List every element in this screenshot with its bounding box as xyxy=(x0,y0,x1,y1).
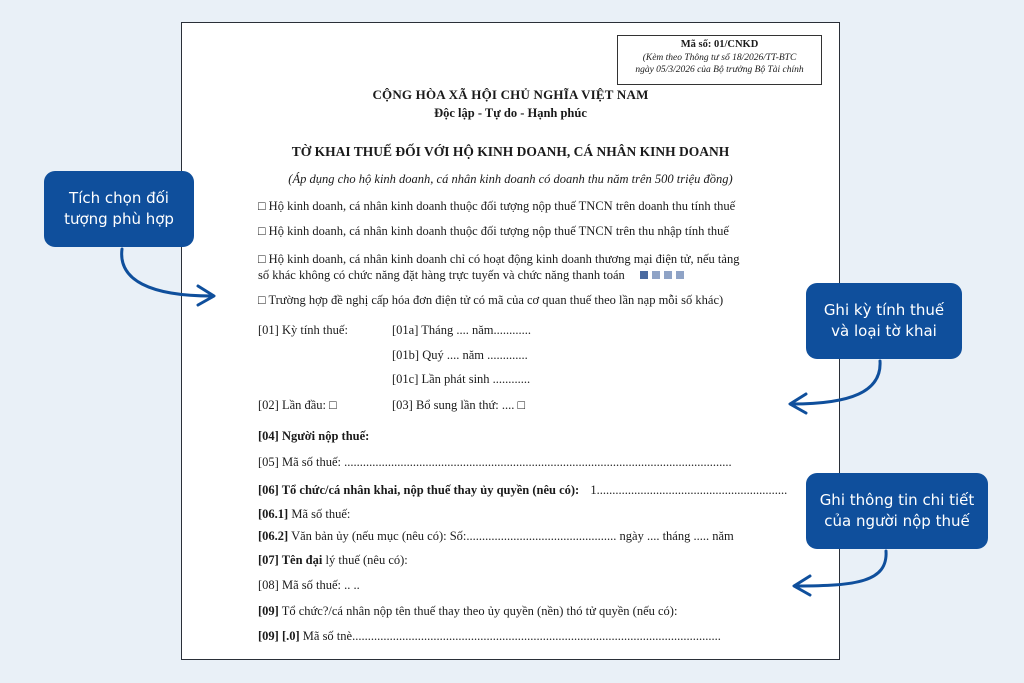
field-06-2-label: [06.2] xyxy=(258,529,289,543)
field-09-0-text[interactable]: Mã số tnè...................................................................................................................... xyxy=(299,629,721,643)
option-e-invoice[interactable]: □ Trường hợp đề nghị cấp hóa đơn điện tử có mã của cơ quan thuế theo lần nạp mỗi số khác) xyxy=(258,293,724,307)
field-09-text[interactable]: Tổ chức?/cá nhân nộp tên thuế thay theo ủy quyền (nền) thó tử quyền (nếu có): xyxy=(278,604,678,618)
option-ecommerce-text: số khác không có chức năng đặt hàng trực tuyến và chức năng thanh toán xyxy=(258,268,625,282)
field-07-text[interactable]: lý thuế (nêu có): xyxy=(322,553,408,567)
field-07-label: [07] Tên đại xyxy=(258,553,323,567)
arrow-right-top xyxy=(792,361,880,404)
field-03-supplement[interactable]: [03] Bổ sung lần thứ: .... □ xyxy=(392,398,526,412)
arrow-right-bottom xyxy=(796,551,886,586)
field-01b[interactable]: [01b] Quý .... năm ............. xyxy=(392,348,528,362)
arrow-left xyxy=(122,249,212,296)
form-reference-line-2: ngày 05/3/2026 của Bộ trưởng Bộ Tài chính xyxy=(635,65,804,75)
field-06-1-text[interactable]: Mã số thuế: xyxy=(288,507,351,521)
field-08-tax-id[interactable]: [08] Mã số thuế: .. .. xyxy=(258,578,360,592)
field-06-input[interactable]: 1............................................................. xyxy=(590,483,788,497)
field-09-0-label: [09] [.0] xyxy=(258,629,300,643)
field-06-1-label: [06.1] xyxy=(258,507,289,521)
motto: Độc lập - Tự do - Hạnh phúc xyxy=(434,106,587,120)
field-05-tax-id[interactable]: [05] Mã số thuế: ............................................................................................................................ xyxy=(258,455,732,469)
field-01-label: [01] Kỳ tính thuế: xyxy=(258,323,348,337)
field-09-label: [09] xyxy=(258,604,279,618)
callout-right-top-line-1: Ghi kỳ tính thuế xyxy=(823,301,945,319)
form-subtitle: (Áp dụng cho hộ kinh doanh, cá nhân kinh doanh có doanh thu năm trên 500 triệu đồng) xyxy=(288,172,733,186)
callout-right-top-line-2: và loại tờ khai xyxy=(831,322,937,340)
field-01c[interactable]: [01c] Lần phát sinh ............ xyxy=(392,372,531,386)
callout-right-bottom-line-1: Ghi thông tin chi tiết xyxy=(819,491,975,509)
field-01a[interactable]: [01a] Tháng .... năm............ xyxy=(392,323,531,337)
form-code: Mã số: 01/CNKD xyxy=(680,39,759,50)
callout-right-bottom-line-2: của người nộp thuế xyxy=(824,512,970,530)
option-revenue-based[interactable]: □ Hộ kinh doanh, cá nhân kinh doanh thuộc đối tượng nộp thuế TNCN trên doanh thu tính thuế xyxy=(258,199,736,213)
field-04-taxpayer: [04] Người nộp thuế: xyxy=(258,429,370,443)
option-ecommerce[interactable]: □ Hộ kinh doanh, cá nhân kinh doanh chỉ có hoạt động kinh doanh thương mại điện tử, nếu tảng xyxy=(258,252,740,266)
field-06-2-text[interactable]: Văn bản ủy (nếu mục (nêu có): Số:................................................ ngày .... tháng ..... năm xyxy=(288,529,734,543)
form-title: TỜ KHAI THUẾ ĐỐI VỚI HỘ KINH DOANH, CÁ NHÂN KINH DOANH xyxy=(291,144,730,159)
field-02-first-time[interactable]: [02] Lần đầu: □ xyxy=(258,398,337,412)
form-reference-line-1: (Kèm theo Thông tư số 18/2026/TT-BTC xyxy=(642,52,797,63)
callout-left-line-2: tượng phù hợp xyxy=(64,210,174,228)
callout-left-line-1: Tích chọn đối xyxy=(69,189,169,207)
field-06-label: [06] Tổ chức/cá nhân khai, nộp thuế thay ủy quyền (nêu có): xyxy=(258,483,580,497)
nation-heading: CỘNG HÒA XÃ HỘI CHỦ NGHĨA VIỆT NAM xyxy=(372,87,649,102)
option-income-based[interactable]: □ Hộ kinh doanh, cá nhân kinh doanh thuộc đối tượng nộp thuế TNCN trên thu nhập tính thuế xyxy=(258,224,729,238)
